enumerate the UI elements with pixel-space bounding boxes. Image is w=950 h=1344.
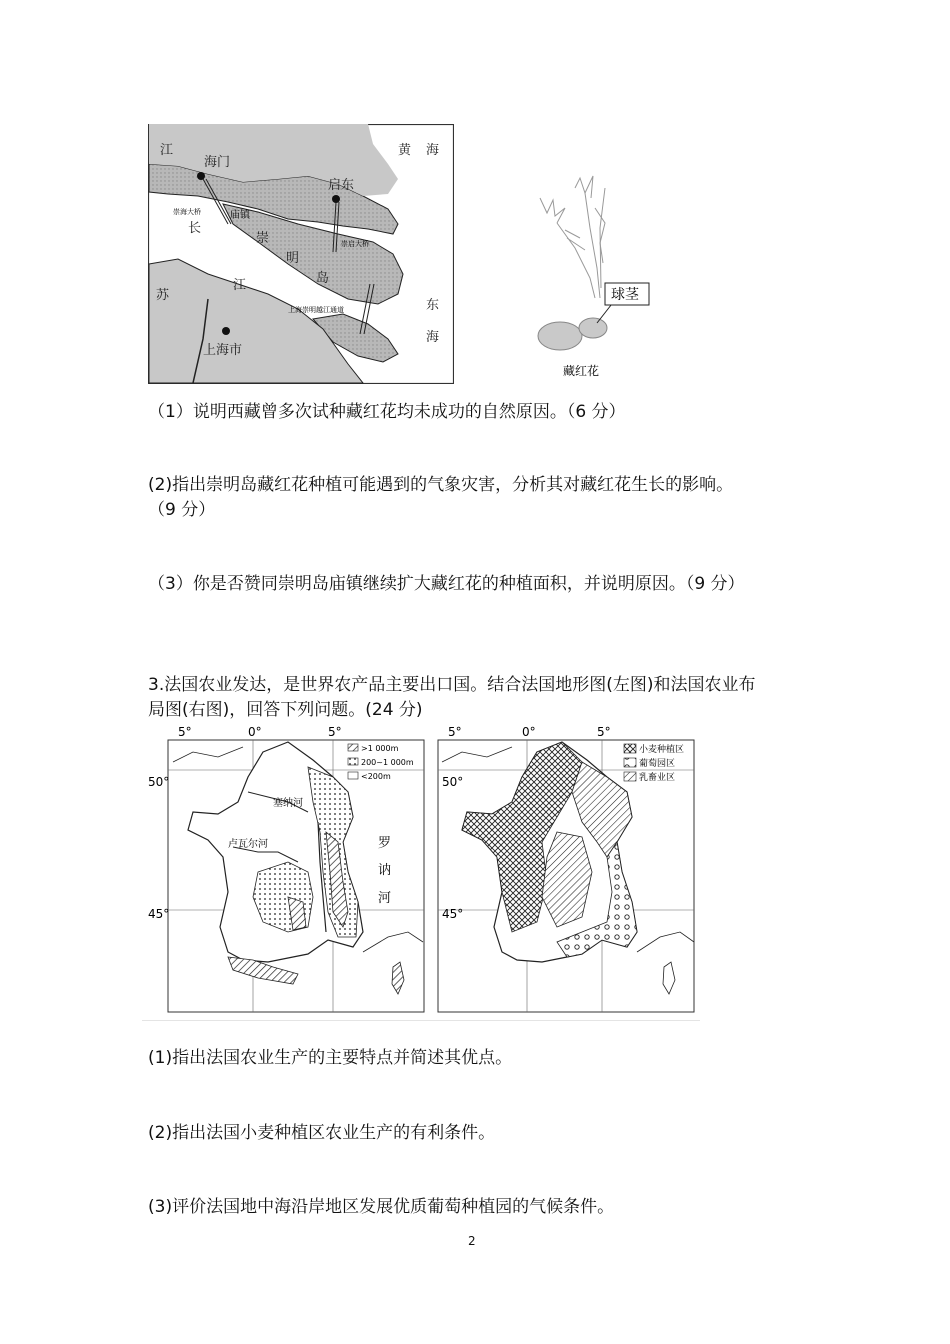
label-donghai-1: 东 — [426, 298, 440, 313]
figure-divider — [142, 1020, 700, 1021]
left-lon-2: 0° — [248, 725, 262, 739]
river-rhone-1: 罗 — [378, 836, 392, 851]
question-2-3: （3）你是否赞同崇明岛庙镇继续扩大藏红花的种植面积，并说明原因。（9 分） — [148, 574, 745, 594]
q3-intro-line-2: 局图(右图)，回答下列问题。(24 分) — [148, 700, 423, 720]
saffron-flower-icon — [540, 176, 605, 298]
label-huanghai-1: 黄 — [398, 143, 412, 158]
label-ming: 明 — [286, 251, 300, 266]
label-haimen: 海门 — [204, 155, 231, 170]
label-chang: 长 — [188, 221, 202, 236]
label-bridge-right: 崇启大桥 — [341, 240, 369, 248]
right-legend-1: 小麦种植区 — [639, 745, 685, 755]
label-tunnel: 上海崇明越江通道 — [288, 306, 344, 314]
page-number: 2 — [468, 1234, 476, 1248]
label-shanghai: 上海市 — [203, 343, 243, 358]
label-jiang-mid: 江 — [233, 278, 247, 293]
right-lat-2: 45° — [442, 907, 464, 921]
left-lat-2: 45° — [148, 907, 170, 921]
label-chong: 崇 — [256, 231, 270, 246]
question-3-2: (2)指出法国小麦种植区农业生产的有利条件。 — [148, 1123, 496, 1143]
right-legend-2: 葡萄园区 — [639, 759, 676, 769]
question-2-2: (2)指出崇明岛藏红花种植可能遇到的气象灾害，分析其对藏红花生长的影响。 — [148, 475, 734, 495]
right-legend-3: 乳畜业区 — [639, 773, 676, 783]
label-huanghai-2: 海 — [426, 143, 440, 158]
left-legend-2: 200~1 000m — [361, 758, 414, 767]
left-lon-3: 5° — [328, 725, 342, 739]
haimen-city-dot — [197, 172, 205, 180]
callout-label: 球茎 — [611, 287, 639, 303]
france-terrain-map — [148, 722, 428, 1014]
question-2-1: （1）说明西藏曾多次试种藏红花均未成功的自然原因。（6 分） — [148, 402, 626, 422]
bulb-left — [538, 322, 582, 350]
france-agriculture-map — [432, 722, 698, 1014]
left-legend-1: >1 000m — [361, 744, 399, 753]
question-3-1: (1)指出法国农业生产的主要特点并简述其优点。 — [148, 1048, 513, 1068]
qidong-city-dot — [332, 195, 340, 203]
q3-intro-line-1: 3.法国农业发达，是世界农产品主要出口国。结合法国地形图(左图)和法国农业布 — [148, 675, 756, 695]
saffron-plant-figure — [505, 168, 675, 383]
river-seine: 塞纳河 — [273, 798, 303, 809]
label-jiang-top: 江 — [160, 143, 174, 158]
label-qidong: 启东 — [328, 178, 355, 193]
chongming-map — [148, 124, 454, 384]
left-lat-1: 50° — [148, 775, 170, 789]
right-lon-2: 0° — [522, 725, 536, 739]
left-lon-1: 5° — [178, 725, 192, 739]
right-lon-3: 5° — [597, 725, 611, 739]
right-lat-1: 50° — [442, 775, 464, 789]
bulb-right — [579, 318, 607, 338]
shanghai-city-dot — [222, 327, 230, 335]
label-bridge-left: 崇海大桥 — [173, 208, 201, 216]
label-dao: 岛 — [316, 271, 330, 286]
label-miaozhen: 庙镇 — [230, 210, 250, 221]
label-su: 苏 — [156, 288, 170, 303]
plant-caption: 藏红花 — [563, 364, 600, 378]
right-lon-1: 5° — [448, 725, 462, 739]
river-loire: 卢瓦尔河 — [228, 839, 268, 850]
river-rhone-2: 讷 — [378, 863, 392, 878]
question-3-3: (3)评价法国地中海沿岸地区发展优质葡萄种植园的气候条件。 — [148, 1197, 615, 1217]
river-rhone-3: 河 — [378, 891, 392, 906]
question-2-2-score: （9 分） — [148, 500, 216, 520]
label-donghai-2: 海 — [426, 330, 440, 345]
left-legend-3: <200m — [361, 772, 391, 781]
